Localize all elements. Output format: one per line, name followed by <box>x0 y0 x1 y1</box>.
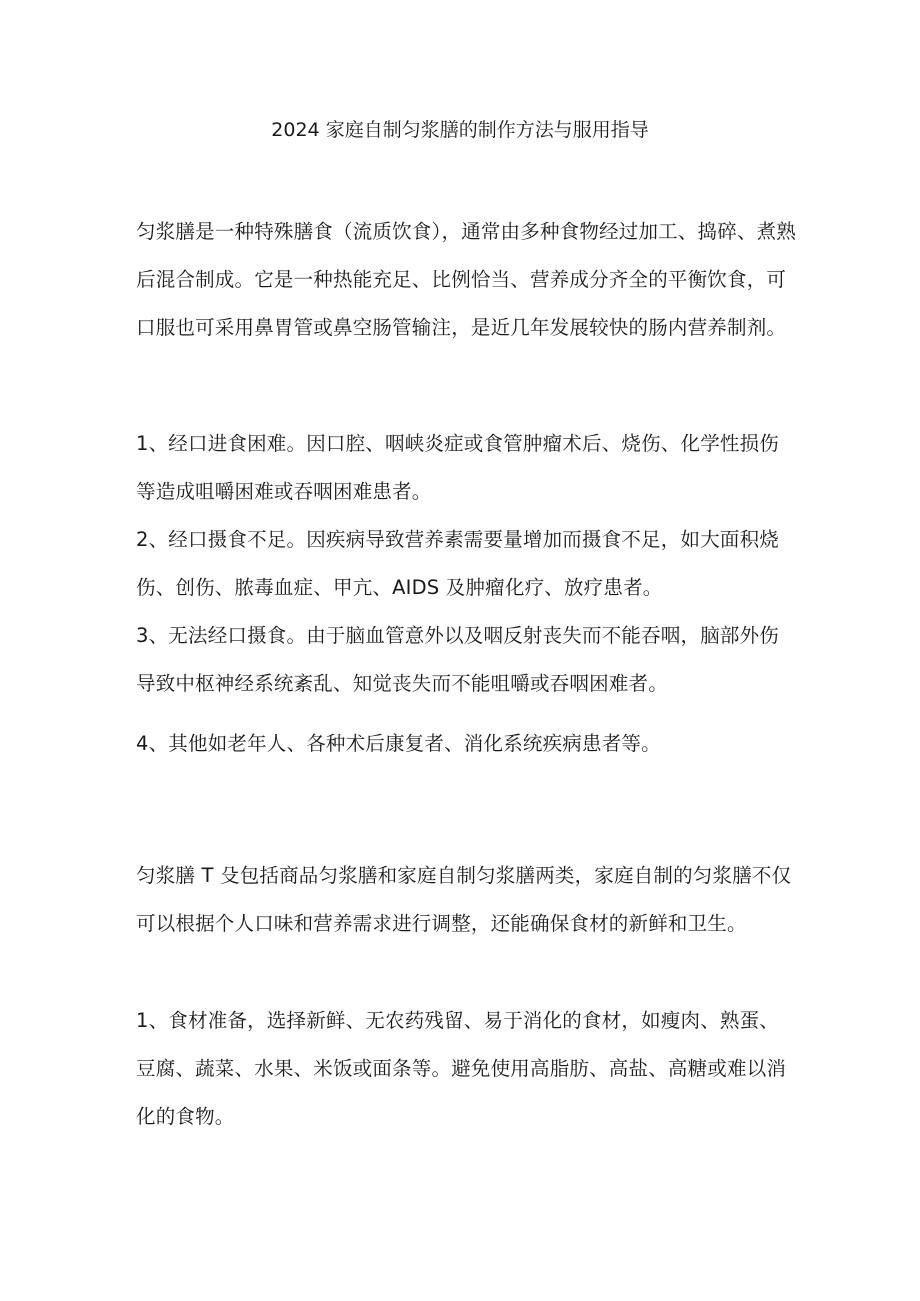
indication-item-3: 3、无法经口摄食。由于脑血管意外以及咽反射丧失而不能吞咽，脑部外伤导致中枢神经系统紊乱、知觉丧失而不能咀嚼或吞咽困难者。 <box>136 624 780 695</box>
step-item-1: 1、食材准备，选择新鲜、无农药残留、易于消化的食材，如瘦肉、熟蛋、豆腐、蔬菜、水果、米饭或面条等。避免使用高脂肪、高盐、高糖或难以消化的食物。 <box>136 1009 787 1128</box>
intro-paragraph: 匀浆膳是一种特殊膳食（流质饮食），通常由多种食物经过加工、捣碎、煮熟后混合制成。它是一种热能充足、比例恰当、营养成分齐全的平衡饮食，可口服也可采用鼻胃管或鼻空肠管输注，是近几年发展较快的肠内营养制剂。 <box>136 220 797 339</box>
steps-list <box>136 997 798 1141</box>
document-title: 2024 家庭自制匀浆膳的制作方法与服用指导 <box>271 119 649 141</box>
indication-item-1: 1、经口进食困难。因口腔、咽峡炎症或食管肿瘤术后、烧伤、化学性损伤等造成咀嚼困难或吞咽困难患者。 <box>136 432 780 503</box>
indication-item-4: 4、其他如老年人、各种术后康复者、消化系统疾病患者等。 <box>136 732 661 755</box>
indication-item-2: 2、经口摄食不足。因疾病导致营养素需要量增加而摄食不足，如大面积烧伤、创伤、脓毒血症、甲亢、AIDS 及肿瘤化疗、放疗患者。 <box>136 528 780 599</box>
indications-list <box>136 420 798 768</box>
types-paragraph: 匀浆膳 T 殳包括商品匀浆膳和家庭自制匀浆膳两类，家庭自制的匀浆膳不仅可以根据个人口味和营养需求进行调整，还能确保食材的新鲜和卫生。 <box>136 864 792 935</box>
